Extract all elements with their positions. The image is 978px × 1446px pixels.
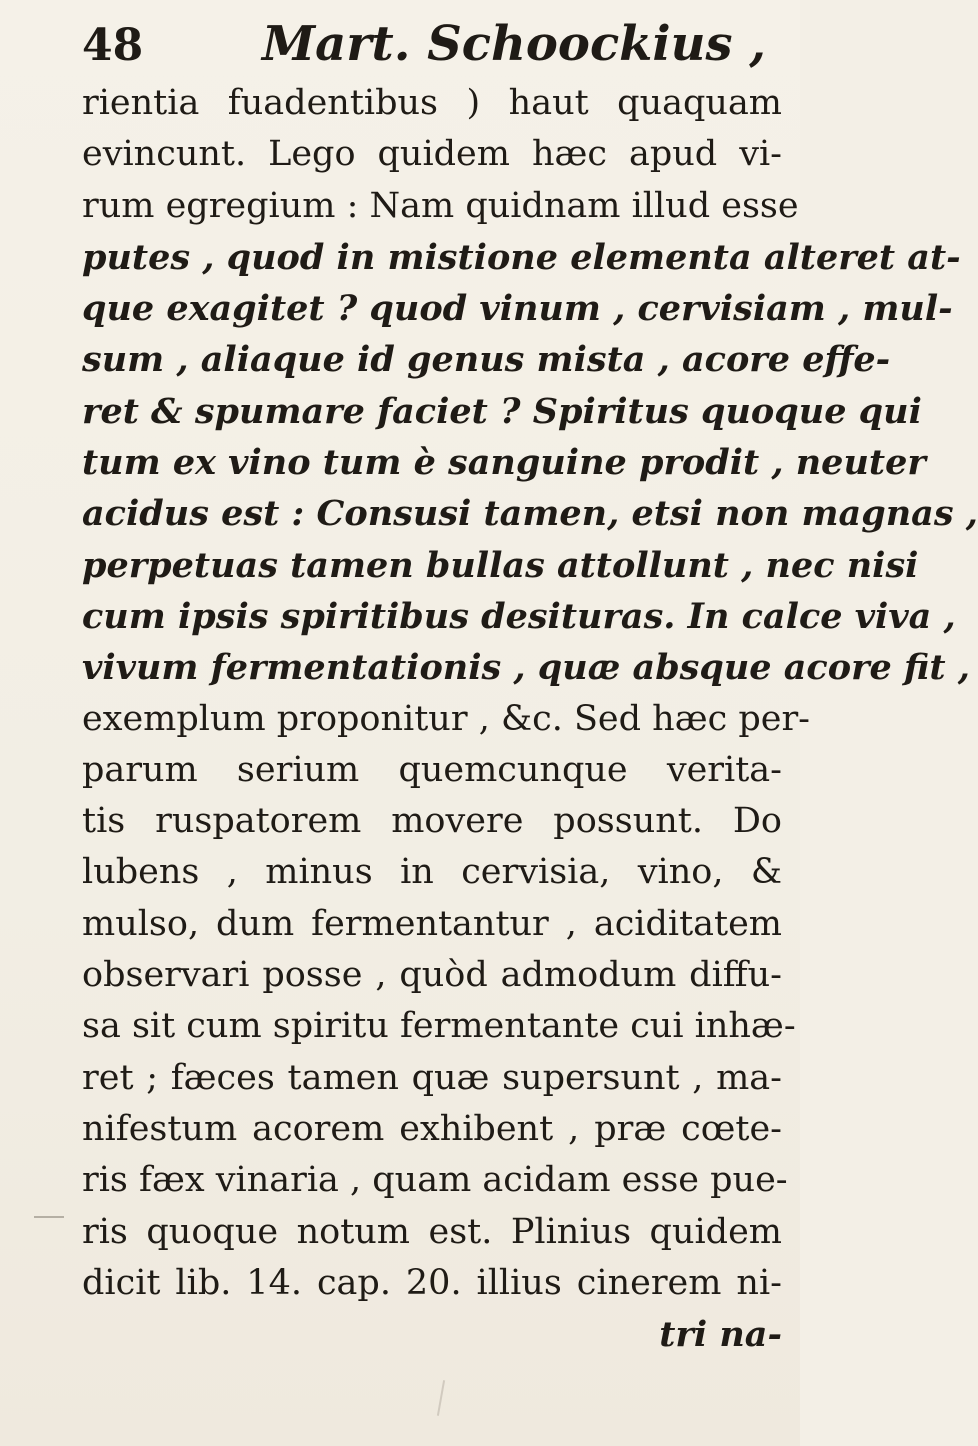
text-line: cum ipsis spiritibus desituras. In calce viva , <box>82 595 956 637</box>
text-line: ris quoque notum est. Plinius quidem <box>82 1211 782 1252</box>
text-line: tis ruspatorem movere possunt. Do <box>82 801 782 842</box>
text-line: putes , quod in mistione elementa alteret at- <box>82 236 961 278</box>
text-line: rum egregium : Nam quidnam illud esse <box>82 185 799 226</box>
running-head: Mart. Schoockius , <box>262 16 766 72</box>
text-line: ret ; fæces tamen quæ supersunt , ma- <box>82 1057 782 1098</box>
text-line: lubens , minus in cervisia, vino, & <box>82 852 782 893</box>
margin-mark <box>34 1216 64 1218</box>
ink-stroke <box>437 1380 445 1416</box>
text-line: sum , aliaque id genus mista , acore effe- <box>82 339 891 381</box>
text-line: nifestum acorem exhibent , præ cœte- <box>82 1108 782 1149</box>
page-number: 48 <box>82 20 144 71</box>
text-line: rientia fuadentibus ) haut quaquam <box>82 83 782 123</box>
text-line: acidus est : Consusi tamen, etsi non magnas , <box>82 493 978 535</box>
text-line: mulso, dum fermentantur , aciditatem <box>82 903 782 944</box>
text-line: observari posse , quòd admodum diffu- <box>82 955 782 996</box>
text-line: tum ex vino tum è sanguine prodit , neuter <box>82 442 926 484</box>
text-line: exemplum proponitur , &c. Sed hæc per- <box>82 698 811 739</box>
text-line: que exagitet ? quod vinum , cervisiam , mul- <box>82 288 953 330</box>
text-line: ret & spumare faciet ? Spiritus quoque qui <box>82 390 922 432</box>
text-line: perpetuas tamen bullas attollunt , nec nisi <box>82 544 919 586</box>
text-line: dicit lib. 14. cap. 20. illius cinerem ni- <box>82 1262 782 1303</box>
text-line: vivum fermentationis , quæ absque acore fit , <box>82 647 970 689</box>
catchword: tri na- <box>659 1314 782 1356</box>
text-line: sa sit cum spiritu fermentante cui inhæ- <box>82 1006 796 1047</box>
text-line: evincunt. Lego quidem hæc apud vi- <box>82 134 782 175</box>
page-header <box>82 10 772 80</box>
text-line: parum serium quemcunque verita- <box>82 749 782 790</box>
body-text <box>82 78 978 1360</box>
text-line: ris fæx vinaria , quam acidam esse pue- <box>82 1160 788 1201</box>
